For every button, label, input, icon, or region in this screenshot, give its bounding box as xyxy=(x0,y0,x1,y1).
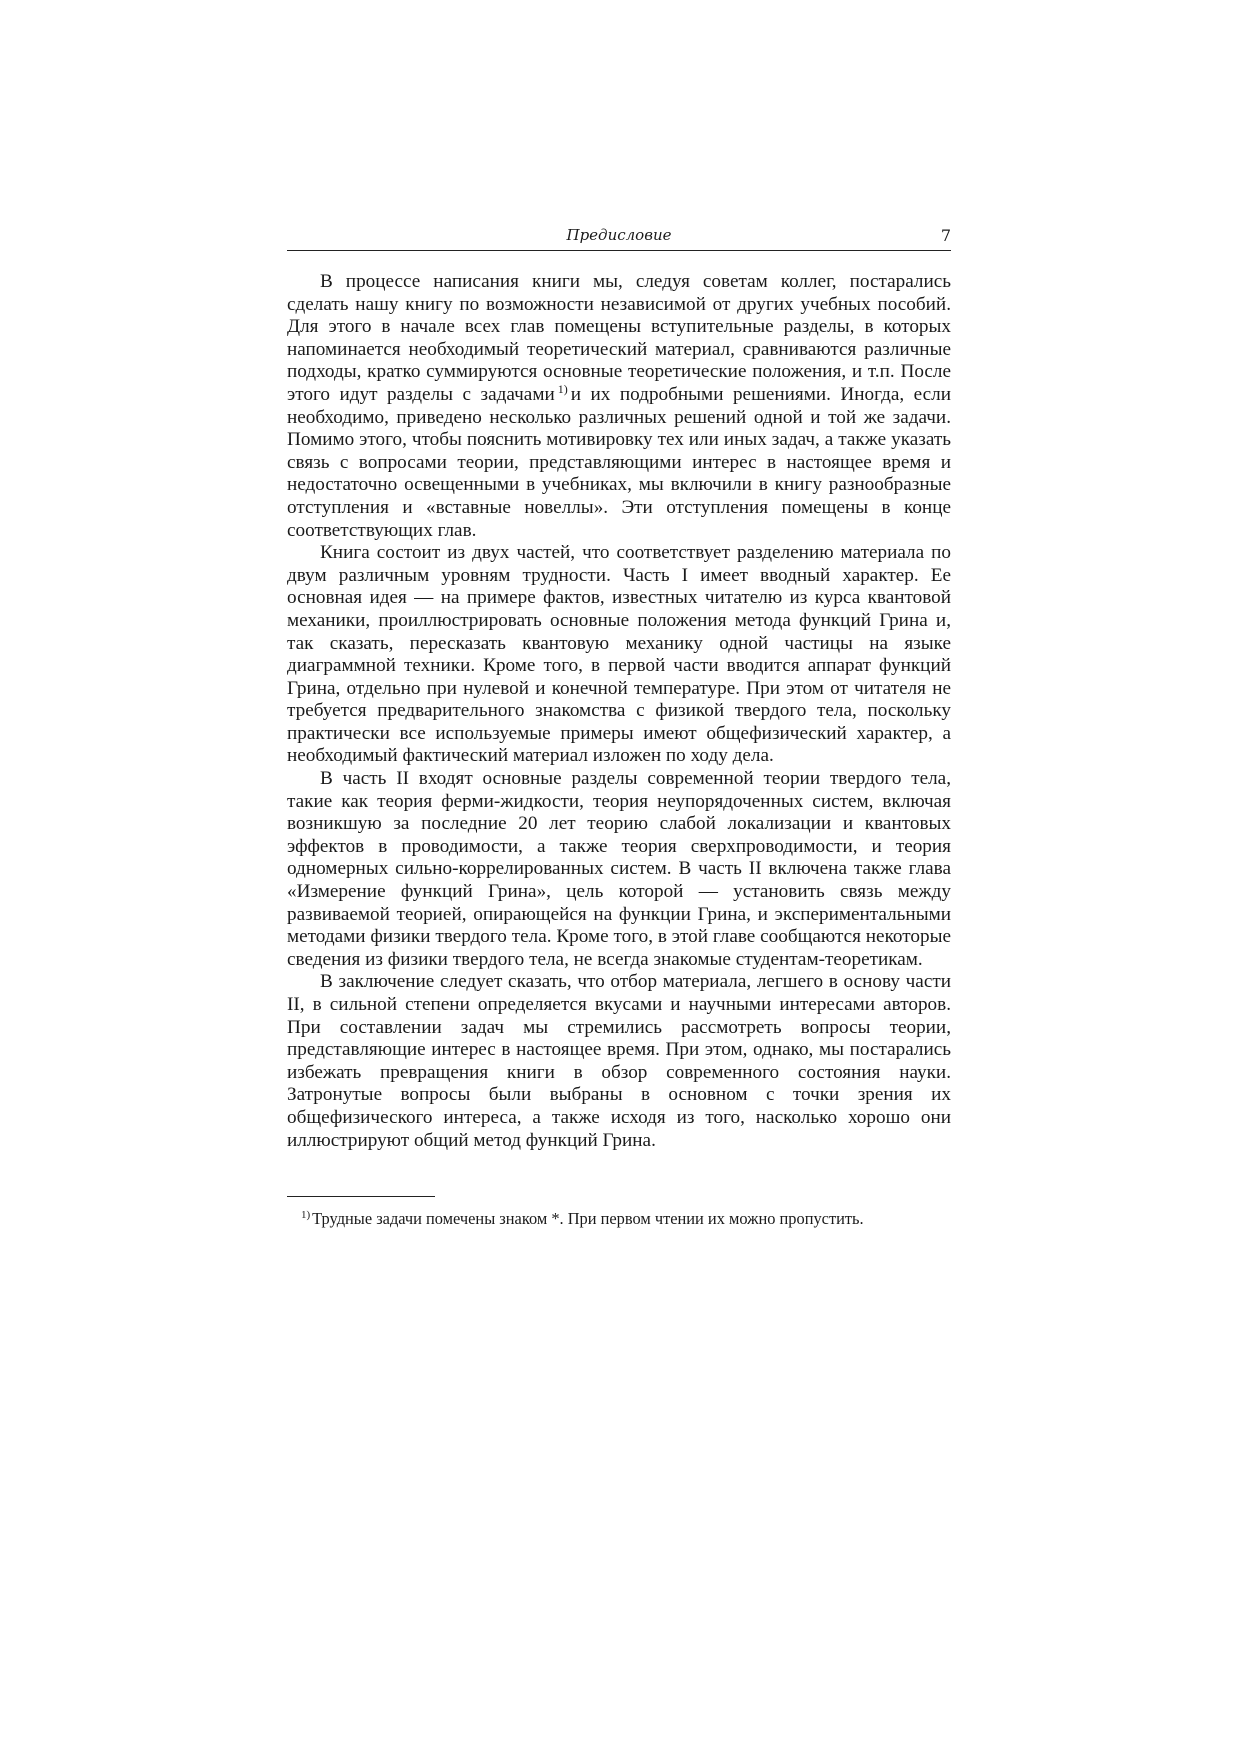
body-text xyxy=(287,271,951,1152)
footnote-divider xyxy=(287,1196,435,1197)
footnote-mark: 1) xyxy=(301,1208,311,1221)
paragraph-1-part-1: В процессе написания книги мы, следуя советам коллег, постарались сделать нашу книгу по возможности независимой от других учебных пособий. Для этого в начале всех глав помещены вступительные разделы, в которых напоминается необходимый теоретический материал, сравниваются различные подходы, кратко суммируются основные теоретические положения, и т.п. После этого идут разделы с задачами xyxy=(287,271,951,405)
footnote-text: Трудные задачи помечены знаком *. При первом чтении их можно пропустить. xyxy=(312,1209,864,1229)
footnote-reference: 1) xyxy=(557,381,568,396)
paragraph-4: В заключение следует сказать, что отбор материала, легшего в основу части II, в сильной степени определяется вкусами и научными интересами авторов. При составлении задач мы стремились рассмотреть вопросы теории, представляющие интерес в настоящее время. При этом, однако, мы постарались избежать превращения книги в обзор современного состояния науки. Затронутые вопросы были выбраны в основном с точки зрения их общефизического интереса, а также исходя из того, насколько хорошо они иллюстрируют общий метод функций Грина. xyxy=(287,971,951,1151)
book-page xyxy=(287,226,951,1228)
running-title: Предисловие xyxy=(566,226,672,244)
footnote xyxy=(287,1209,951,1228)
paragraph-1-part-2: и их подробными решениями. Иногда, если необходимо, приведено несколько различных решений одной и той же задачи. Помимо этого, чтобы пояснить мотивировку тех или иных задач, а также указать связь с вопросами теории, представляющими интерес в настоящее время и недостаточно освещенными в учебниках, мы включили в книгу разнообразные отступления и «вставные новеллы». Эти отступления помещены в конце соответствующих глав. xyxy=(287,383,951,541)
paragraph-2: Книга состоит из двух частей, что соответствует разделению материала по двум различным уровням трудности. Часть I имеет вводный характер. Ее основная идея — на примере фактов, известных читателю из курса квантовой механики, проиллюстрировать основные положения метода функций Грина и, так сказать, пересказать квантовую механику одной частицы на языке диаграммной техники. Кроме того, в первой части вводится аппарат функций Грина, отдельно при нулевой и конечной температуре. При этом от читателя не требуется предварительного знакомства с физикой твердого тела, поскольку практически все используемые примеры имеют общефизический характер, а необходимый фактический материал изложен по ходу дела. xyxy=(287,542,951,767)
paragraph-3: В часть II входят основные разделы современной теории твердого тела, такие как теория ферми-жидкости, теория неупорядоченных систем, включая возникшую за последние 20 лет теорию слабой локализации и квантовых эффектов в проводимости, а также теория сверхпроводимости, и теория одномерных сильно-коррелированных систем. В часть II включена также глава «Измерение функций Грина», цель которой — установить связь между развиваемой теорией, опирающейся на функции Грина, и экспериментальными методами физики твердого тела. Кроме того, в этой главе сообщаются некоторые сведения из физики твердого тела, не всегда знакомые студентам-теоретикам. xyxy=(287,768,951,970)
page-number: 7 xyxy=(940,226,951,245)
paragraph-1 xyxy=(287,271,951,542)
running-header xyxy=(287,226,951,251)
